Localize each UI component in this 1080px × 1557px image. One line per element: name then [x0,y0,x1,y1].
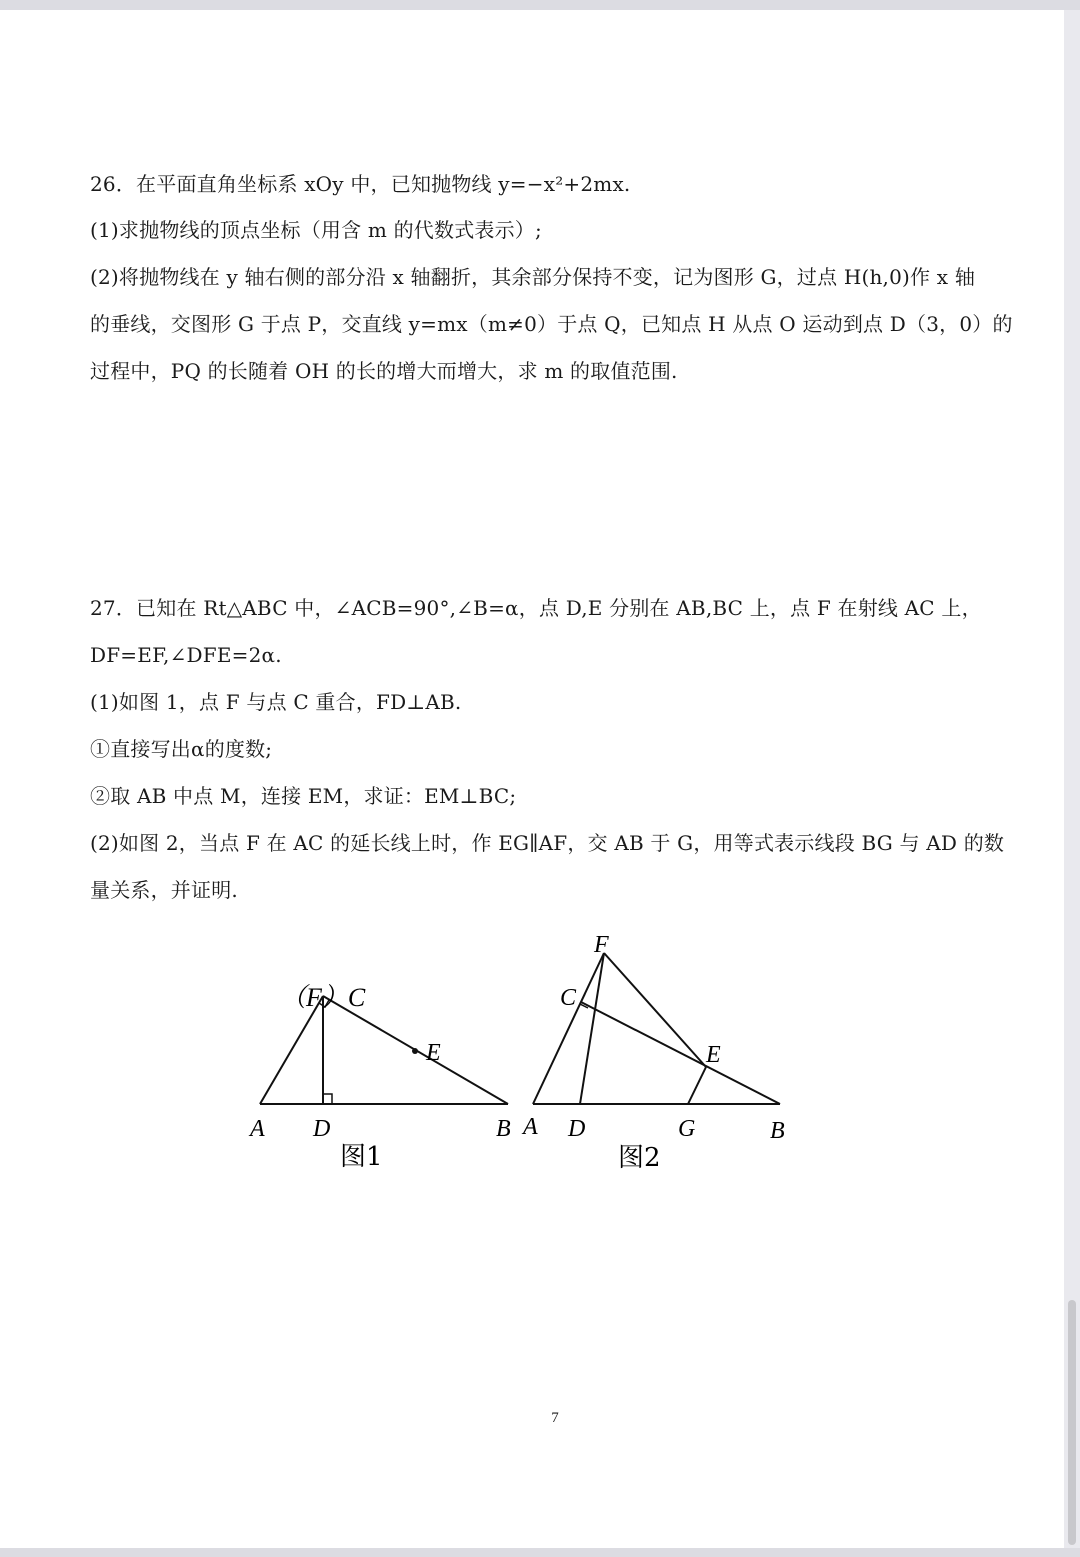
fig2-label-c: C [560,985,577,1011]
fig2-label-g: G [678,1116,696,1142]
vertical-scrollbar[interactable] [1068,1300,1076,1545]
fig2-label-a: A [523,1114,538,1140]
figure-2 [521,932,785,1170]
q26-line-5: 过程中，PQ 的长随着 OH 的长的增大而增大，求 m 的取值范围. [90,359,678,383]
top-bar [0,0,1080,10]
fig1-label-e: E [426,1040,441,1066]
q26-line-2: (1)求抛物线的顶点坐标（用含 m 的代数式表示）; [90,218,542,242]
fig1-label-a: A [250,1116,265,1142]
fig2-segment-fd [580,953,604,1104]
figure-1 [248,983,511,1170]
fig1-right-angle-d [323,1094,332,1104]
fig1-point-e [412,1048,418,1054]
fig2-segment-af [533,953,604,1104]
q27-line-3: (1)如图 1，点 F 与点 C 重合，FD⊥AB. [90,690,462,714]
bottom-bar [0,1548,1080,1557]
fig2-segment-fe [604,953,706,1067]
q26-line-1: 26．在平面直角坐标系 xOy 中，已知抛物线 y=−x²+2mx. [90,172,631,196]
q27-line-1: 27．已知在 Rt△ABC 中，∠ACB=90°,∠B=α，点 D,E 分别在 AB,BC 上，点 F 在射线 AC 上， [90,596,982,620]
q26-line-3: (2)将抛物线在 y 轴右侧的部分沿 x 轴翻折，其余部分保持不变，记为图形 G，过点 H(h,0)作 x 轴 [90,265,976,289]
fig1-segment-ac [260,996,323,1104]
fig2-segment-eg [688,1067,706,1104]
fig2-label-b: B [770,1118,785,1144]
fig1-label-d: D [313,1116,331,1142]
fig1-caption: 图1 [340,1142,383,1170]
fig1-label-fc: （F）C [280,983,366,1012]
q27-line-6: (2)如图 2，当点 F 在 AC 的延长线上时，作 EG∥AF，交 AB 于 G，用等式表示线段 BG 与 AD 的数 [90,831,1005,855]
fig2-label-d: D [568,1116,586,1142]
q27-line-5: ②取 AB 中点 M，连接 EM，求证：EM⊥BC; [90,784,517,808]
fig2-caption: 图2 [618,1143,661,1170]
fig2-label-e: E [706,1042,721,1068]
document-page [0,10,1064,1548]
q26-line-4: 的垂线，交图形 G 于点 P，交直线 y=mx（m≠0）于点 Q，已知点 H 从点 O 运动到点 D（3，0）的 [90,312,1013,336]
q27-line-2: DF=EF,∠DFE=2α. [90,643,282,667]
q27-line-7: 量关系，并证明. [90,878,238,902]
geometry-figures [240,930,800,1170]
q27-line-4: ①直接写出α的度数; [90,737,273,761]
fig1-label-b: B [496,1116,511,1142]
fig2-label-f: F [594,932,609,958]
fig2-segment-cb [581,1002,780,1104]
page-number: 7 [551,1410,559,1426]
